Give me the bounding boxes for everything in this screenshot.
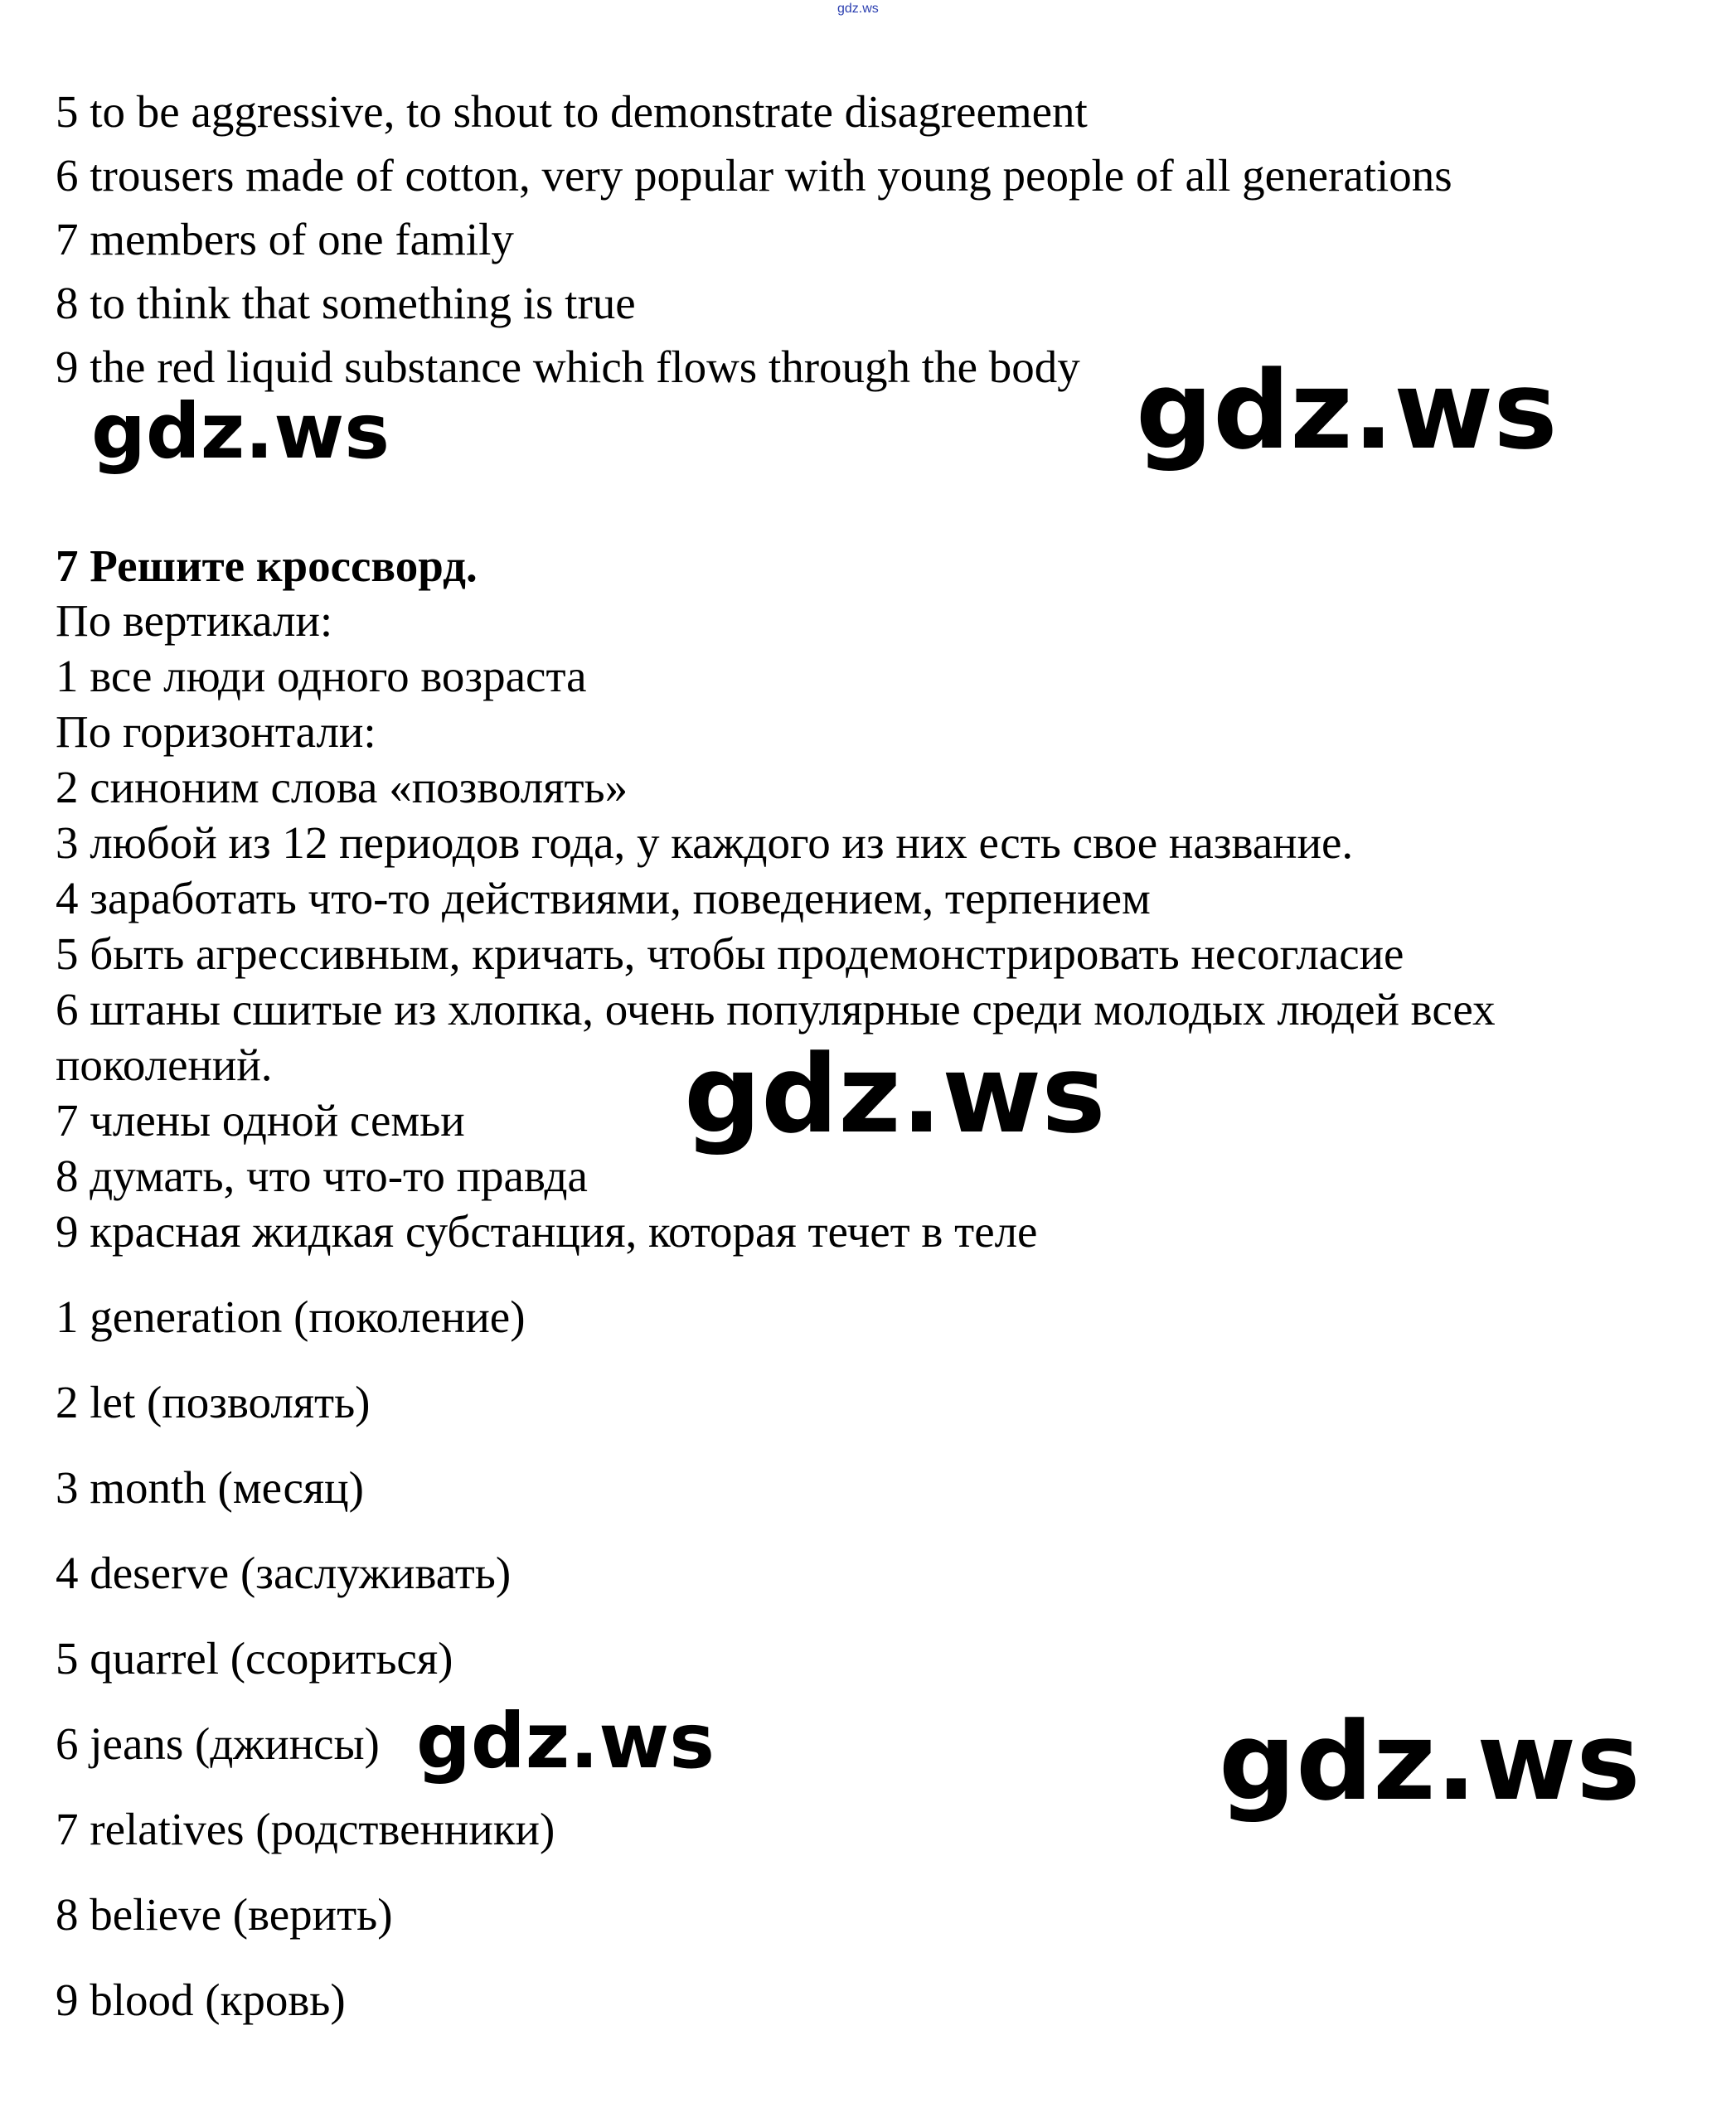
watermark-text: gdz.ws (91, 387, 390, 476)
answer-item: 1 generation (поколение) (56, 1291, 526, 1342)
watermark-text: gdz.ws (1136, 347, 1558, 473)
horizontal-item: 7 члены одной семьи (56, 1095, 465, 1146)
horizontal-item: поколений. (56, 1039, 273, 1090)
header-watermark: gdz.ws (837, 2, 879, 16)
definition-line: 5 to be aggressive, to shout to demonstrate disagreement (56, 86, 1088, 137)
horizontal-item: 9 красная жидкая субстанция, которая течет в теле (56, 1206, 1038, 1257)
answer-item: 8 believe (верить) (56, 1889, 393, 1940)
definition-line: 9 the red liquid substance which flows through the body (56, 342, 1080, 392)
answer-item: 4 deserve (заслуживать) (56, 1548, 512, 1598)
answer-item: 5 quarrel (ссориться) (56, 1633, 453, 1684)
answer-item: 2 let (позволять) (56, 1377, 371, 1427)
definition-line: 6 trousers made of cotton, very popular with young people of all generations (56, 150, 1452, 201)
task-title: 7 Решите кроссворд. (56, 540, 478, 591)
watermark-text: gdz.ws (1219, 1698, 1641, 1824)
horizontal-item: 3 любой из 12 периодов года, у каждого из них есть свое название. (56, 817, 1354, 868)
horizontal-item: 8 думать, что что-то правда (56, 1151, 588, 1201)
answer-item: 7 relatives (родственники) (56, 1804, 555, 1854)
watermark-text: gdz.ws (416, 1697, 715, 1786)
definition-line: 8 to think that something is true (56, 278, 636, 328)
horizontal-item: 5 быть агрессивным, кричать, чтобы продемонстрировать несогласие (56, 928, 1404, 979)
horizontal-item: 2 синоним слова «позволять» (56, 762, 628, 812)
answer-item: 3 month (месяц) (56, 1462, 364, 1513)
horizontal-label: По горизонтали: (56, 706, 376, 757)
answer-item: 9 blood (кровь) (56, 1975, 346, 2025)
answer-item: 6 jeans (джинсы) (56, 1718, 380, 1769)
vertical-label: По вертикали: (56, 595, 333, 646)
horizontal-item: 6 штаны сшитые из хлопка, очень популярные среди молодых людей всех (56, 984, 1496, 1035)
horizontal-item: 4 заработать что-то действиями, поведением, терпением (56, 873, 1151, 923)
watermark-text: gdz.ws (684, 1031, 1106, 1157)
vertical-item: 1 все люди одного возраста (56, 651, 587, 701)
definition-line: 7 members of one family (56, 214, 514, 264)
